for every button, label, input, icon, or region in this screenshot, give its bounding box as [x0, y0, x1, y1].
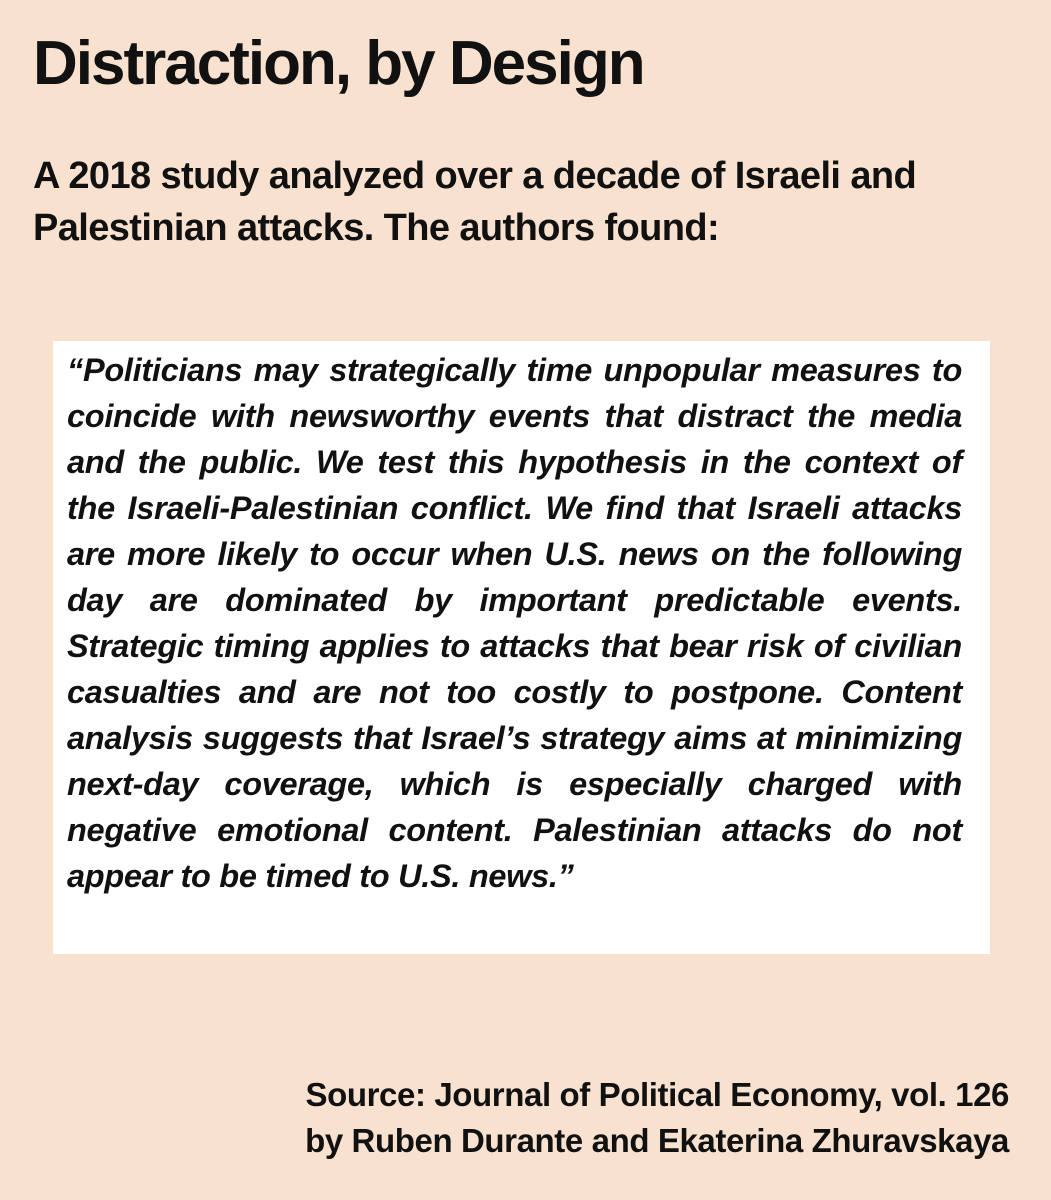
source-line-journal: Source: Journal of Political Economy, vol. 126 — [305, 1076, 1009, 1113]
source-citation — [305, 1072, 1009, 1164]
page-title: Distraction, by Design — [33, 29, 644, 98]
quote-box — [53, 341, 990, 954]
source-line-authors: by Ruben Durante and Ekaterina Zhuravskaya — [305, 1122, 1009, 1159]
intro-text: A 2018 study analyzed over a decade of Israeli and Palestinian attacks. The authors found: — [33, 155, 917, 249]
quote-text: “Politicians may strategically time unpopular measures to coincide with newsworthy events that distract the media and the public. We test this hypothesis in the context of the Israeli-Palestinian conflict. We find that Israeli attacks are more likely to occur when U.S. news on the following day are dominated by important predictable events. Strategic timing applies to attacks that bear risk of civilian casualties and are not too costly to postpone. Content analysis suggests that Israel’s strategy aims at minimizing next-day coverage, which is especially charged with negative emotional content. Palestinian attacks do not appear to be timed to U.S. news.” — [67, 352, 962, 894]
